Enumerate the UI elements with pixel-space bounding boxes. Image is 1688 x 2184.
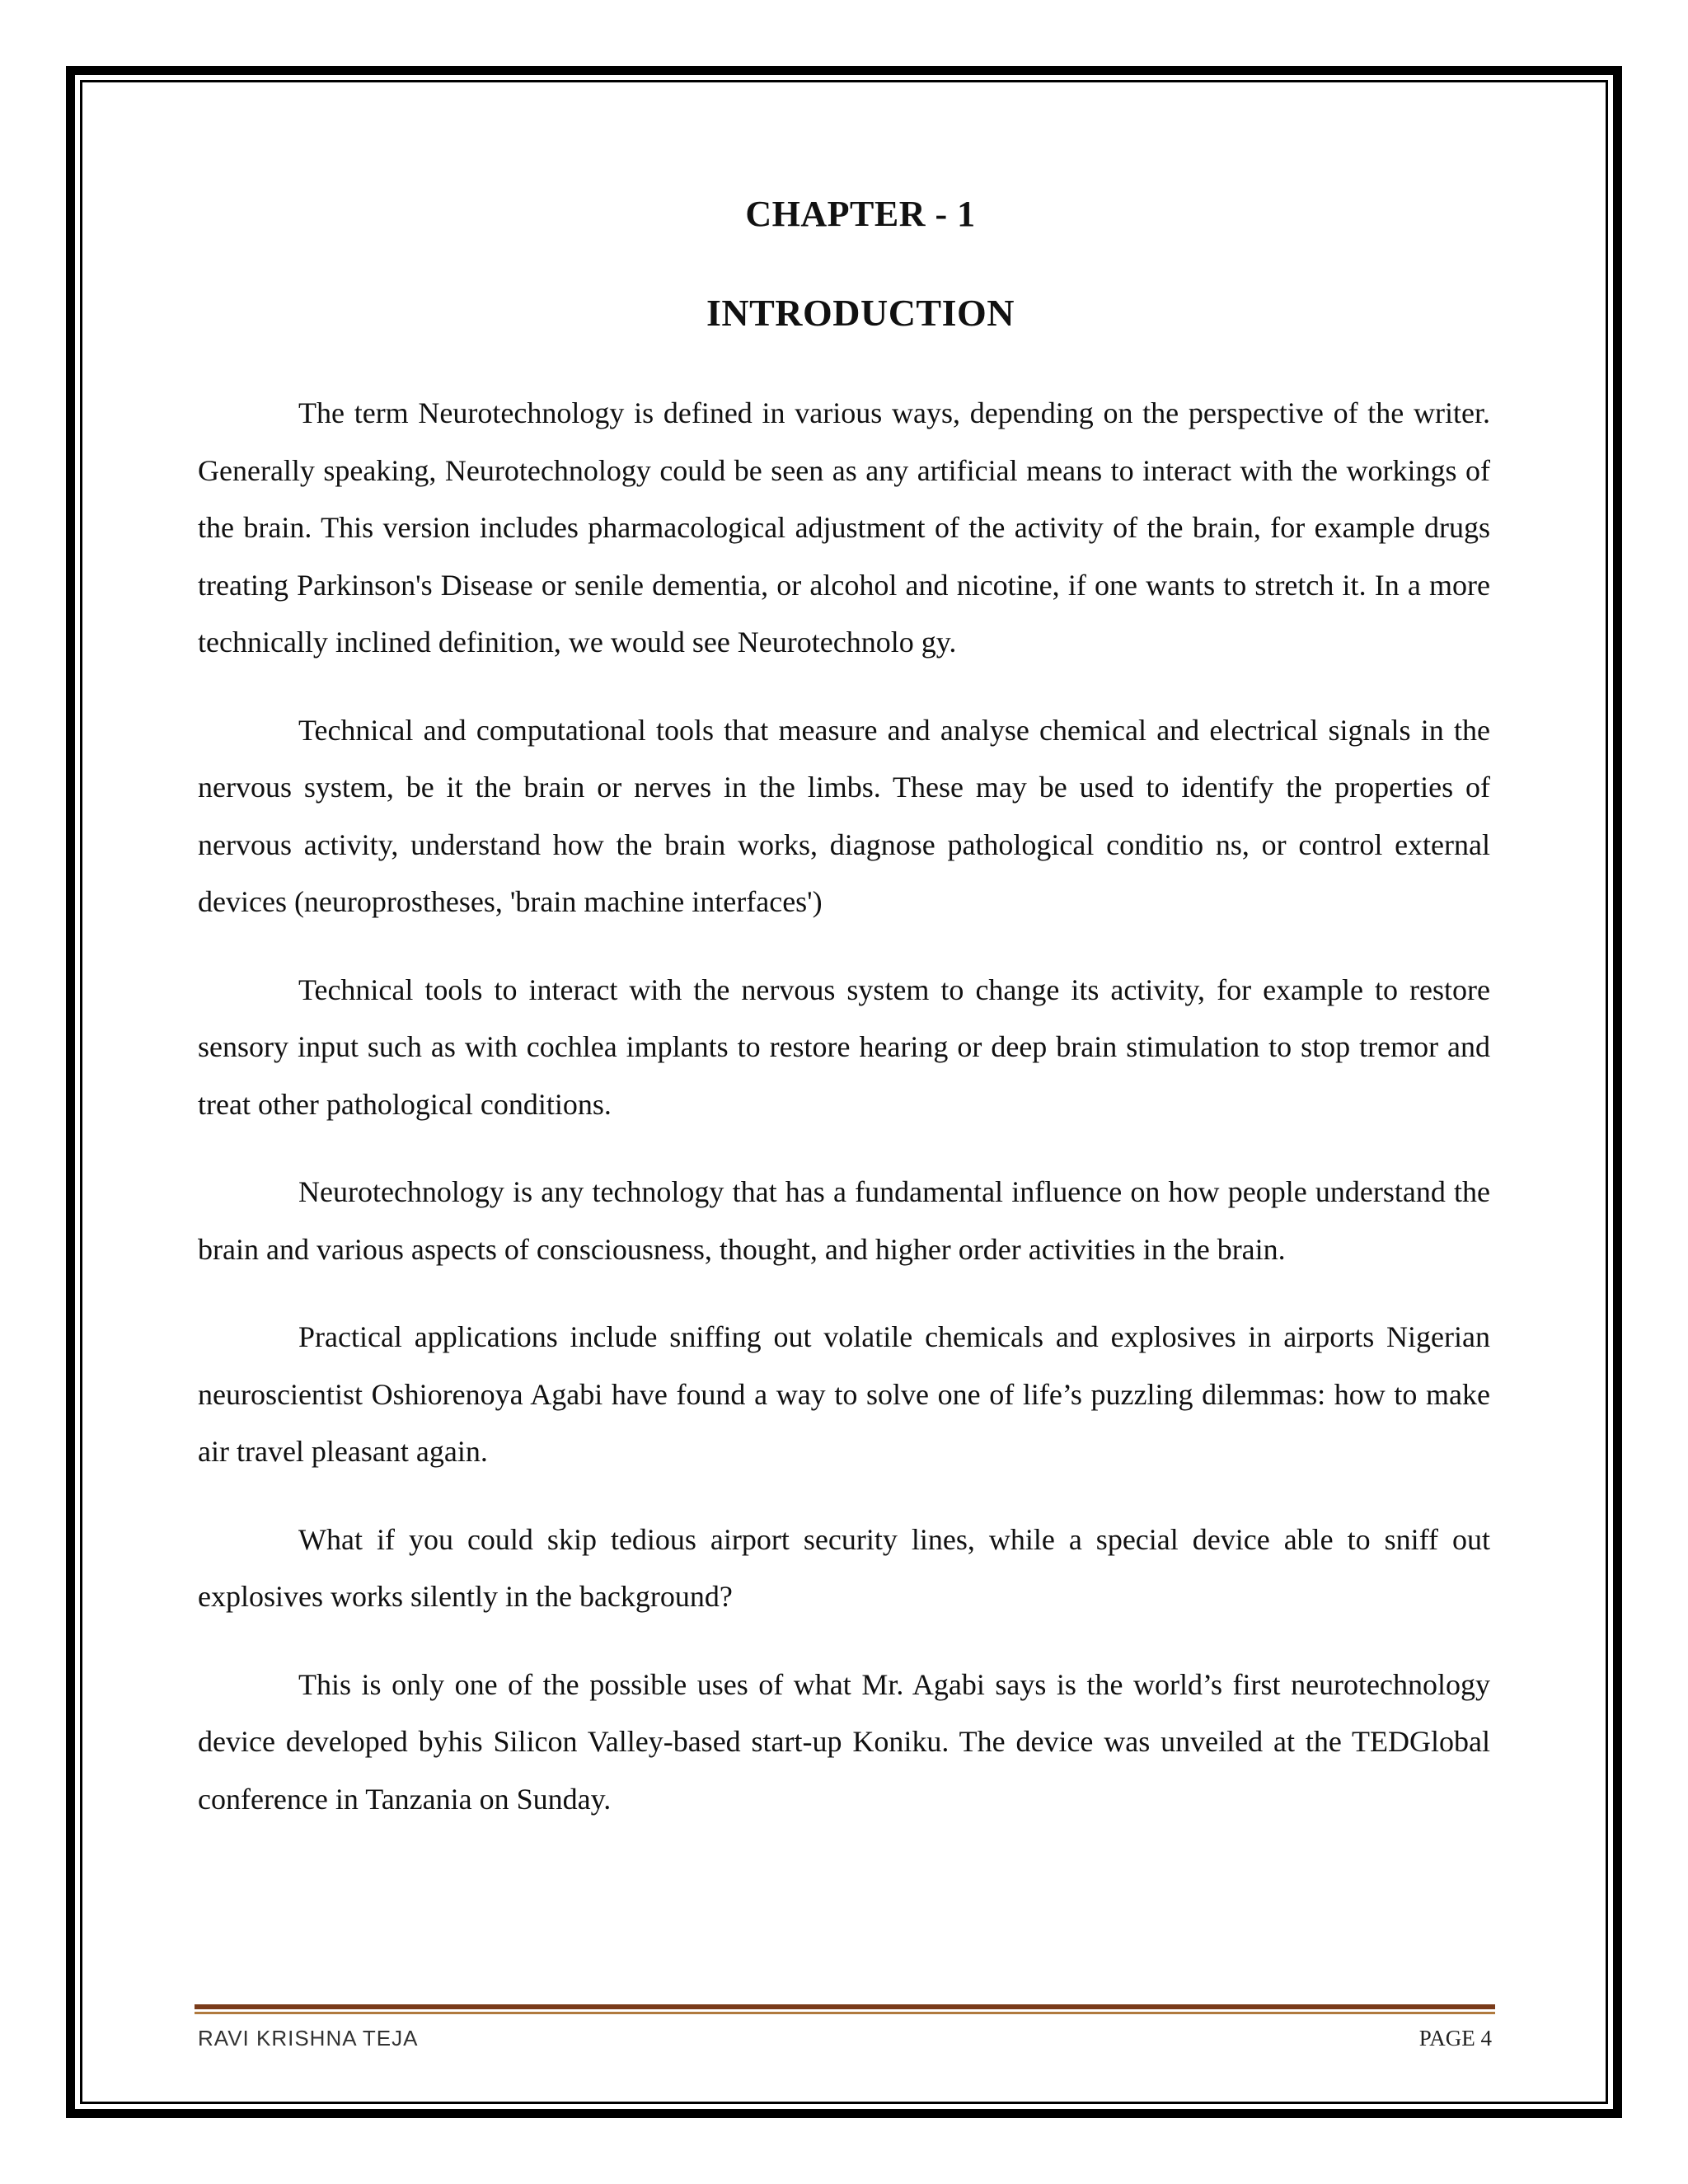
paragraph-4: Neurotechnology is any technology that has a fundamental influence on how people understand the brain and various aspects of consciousness, thought, and higher order activities in the brain. xyxy=(198,1175,1490,1266)
paragraph-2: Technical and computational tools that measure and analyse chemical and electrical signals in the nervous system, be it the brain or nerves in the limbs. These may be used to identify the properties of nervous activity, understand how the brain works, diagnose pathological conditio ns, or control external devices (neuroprostheses, 'brain machine interfaces') xyxy=(198,713,1490,918)
section-heading: INTRODUCTION xyxy=(706,292,1015,334)
chapter-title: CHAPTER - 1 xyxy=(745,194,976,234)
footer-author: RAVI KRISHNA TEJA xyxy=(198,2026,419,2050)
paragraph-3: Technical tools to interact with the nervous system to change its activity, for example to restore sensory input such as with cochlea implants to restore hearing or deep brain stimulation to stop tremor and treat other pathological conditions. xyxy=(198,972,1490,1121)
paragraph-7: This is only one of the possible uses of what Mr. Agabi says is the world’s first neurotechnology device developed byhis Silicon Valley-based start-up Koniku. The device was unveiled at the TEDGlobal conference in Tanzania on Sunday. xyxy=(198,1667,1490,1816)
footer-rule-thin xyxy=(195,2012,1495,2014)
footer-rule-thick xyxy=(195,2004,1495,2009)
paragraph-1: The term Neurotechnology is defined in various ways, depending on the perspective of the writer. Generally speaking, Neurotechnology could be seen as any artificial means to interact with the workings of the brain. This version includes pharmacological adjustment of the activity of the brain, for example drugs treating Parkinson's Disease or senile dementia, or alcohol and nicotine, if one wants to stretch it. In a more technically inclined definition, we would see Neurotechnolo gy. xyxy=(198,396,1490,658)
paragraph-6: What if you could skip tedious airport security lines, while a special device able to sniff out explosives works silently in the background? xyxy=(198,1522,1490,1613)
footer-page-number: PAGE 4 xyxy=(1418,2026,1492,2050)
page-content xyxy=(198,190,1490,1828)
paragraph-5: Practical applications include sniffing out volatile chemicals and explosives in airports Nigerian neuroscientist Oshiorenoya Agabi have found a way to solve one of life’s puzzling dilemmas: how to make air travel pleasant again. xyxy=(198,1320,1490,1468)
